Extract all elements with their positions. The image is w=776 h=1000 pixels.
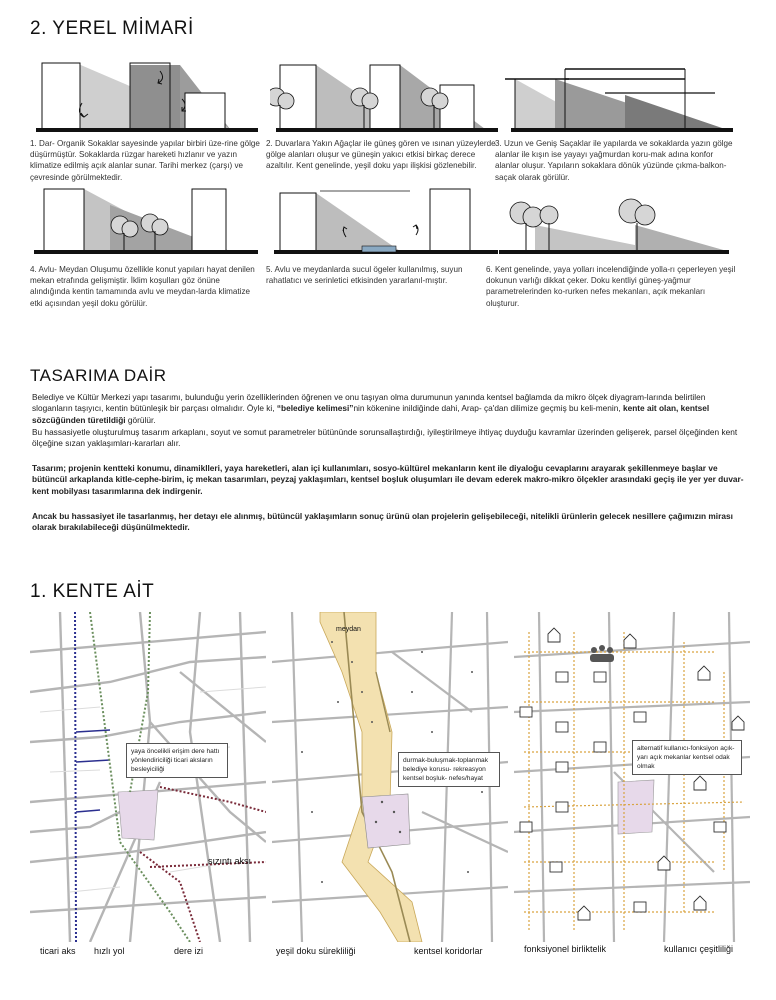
diagram-trees-near-walls (270, 55, 500, 135)
diagram-pedestrian-green (495, 185, 735, 257)
caption-4: 4. Avlu- Meydan Oluşumu özellikle konut yapıları hayat denilen mekan etrafında gelişmiştir. İklim koşulları göz önüne alındığında kentin tamamında avlu ve meydan-larda klimatize etki açısından yeşil doku görülür. (30, 265, 255, 308)
odak-area (118, 790, 158, 840)
map1-note: yaya öncelikli erişim dere hattı yönlendiriciliği ticari aksların besleyiciliği (126, 743, 228, 778)
map3-label-kullanici: kullanıcı çeşitliliği (664, 944, 734, 954)
diagram-wide-eaves (505, 55, 735, 135)
paragraph-2: Bu hassasiyetle oluşturulmuş tasarım arkaplanı, soyut ve somut parametreler bütününde sorunsallaştırdığı, iyileştirilmeye ihtiyaç duyduğu kavramlar üzerinden gelişerek, parsel ölçeğinden kent ölçeğine sızan yaklaşımları-kararları alır. (32, 427, 738, 449)
caption-5: 5. Avlu ve meydanlarda sucul ögeler kullanılmış, suyun rahatlatıcı ve serinletici etkisinden yararlanıl-mıştır. (266, 265, 463, 286)
diagram-courtyard (30, 185, 260, 257)
caption-6: 6. Kent genelinde, yaya yolları incelendiğinde yolla-rı çeperleyen yeşil dokunun varlığı dikkat çeker. Doku kentliyi güneş-yağmur parametrelerinden ko-rurken nefes mekanları, açık mekanları oluşturur. (486, 265, 736, 308)
map1-sizinti-label: sızıntı aksı (208, 856, 252, 866)
map-kente-ait-3 (514, 612, 750, 942)
map1-label-hizli-yol: hızlı yol (94, 946, 125, 956)
paragraph-4: Ancak bu hassasiyet ile tasarlanmış, her detayı ele alınmış, bütüncül yaklaşımların sonuç ürünü olan projelerin gelişebileceği, nitelikli ürünlerin gelecek nesillere çağımızın mirası olarak bırakılabileceği düşünülmektedir. (32, 511, 733, 533)
map2-meydan-label: meydan (336, 626, 361, 633)
section-title-yerel-mimari: 2. YEREL MİMARİ (30, 18, 194, 39)
map3-label-fonksiyonel: fonksiyonel birliktelik (524, 944, 607, 954)
diagram-water-elements (270, 185, 500, 257)
dere-izi-line (160, 787, 266, 812)
map2-label-koridorlar: kentsel koridorlar (414, 946, 483, 956)
caption-1: 1. Dar- Organik Sokaklar sayesinde yapılar birbiri üze-rine gölge düşürmüştür. Sokaklarda rüzgar hareketi hızlanır ve yazın klimatize edilmiş açık alanlar sunar. Tarihi merkez (çarşı) ve çevresinde görülmektedir. (30, 139, 260, 182)
map3-note: alternatif kullanıcı-fonksiyon açık-yarı açık mekanlar kentsel odak olmak (632, 740, 742, 775)
map1-label-dere-izi: dere izi (174, 946, 204, 956)
caption-2: 2. Duvarlara Yakın Ağaçlar ile güneş gören ve ısınan yüzeylerde gölge alanları oluşur ve güneşin yakıcı etkisi birkaç derece azaltılır. Kent genelinde, yeşil doku yapı ilişkisi gözlenebilir. (266, 139, 496, 171)
caption-3: 3. Uzun ve Geniş Saçaklar ile yapılarda ve sokaklarda yazın gölge alanlar ile kışın ise yayayı yağmurdan koru-mak adına konfor alanlar oluşur. Yapıların sokaklara dönük yüzünde çıkma-balkon-saçak olarak görülür. (495, 139, 733, 182)
diagram-narrow-streets (30, 55, 260, 135)
map1-label-ticari-aks: ticari aks (40, 946, 76, 956)
section-title-tasarima-dair: TASARIMA DAİR (30, 366, 167, 385)
section-title-kente-ait: 1. KENTE AİT (30, 581, 155, 602)
ticari-aks-line (75, 612, 76, 942)
paragraph-3: Tasarım; projenin kentteki konumu, dinamiklleri, yaya hareketleri, alan içi kullanımları, sosyo-kültürel mekanların kent ile diyaloğu cevaplarını arayarak şekillenmeye başlar ve bütüncül arkaplanda kitle-cephe-birim, iç mekan tasarımları, peyzaj yaklaşımları, kentsel boşluk oluşumları ile devam ederek makro-mikro ölçekler arasındaki geçiş ile yer yer duvar-kent mobilyası tasarımlarına dek indirgenir. (32, 463, 744, 496)
paragraph-1: Belediye ve Kültür Merkezi yapı tasarımı, bulunduğu yerin özelliklerinden öğrenen ve onu taşıyan olma durumunun yanında kentsel bağlamda da mikro ölçek diyagram-larında belirtilen sloganların taşıyıcı, kentin bütünleşik bir parçası olmalıdır. Öyle ki, “belediye kelimesi”nin kökenine inildiğinde dahi, Arap- ça'dan dilimize geçmiş bu keli-menin, kente ait olan, kentsel sözcüğünden türetildiği görülür. (32, 392, 710, 425)
map2-note: durmak-buluşmak-toplanmak belediye korusu- rekreasyon kentsel boşluk- nefes/hayat (398, 752, 500, 787)
map2-label-yesil-doku: yeşil doku sürekliliği (276, 946, 356, 956)
